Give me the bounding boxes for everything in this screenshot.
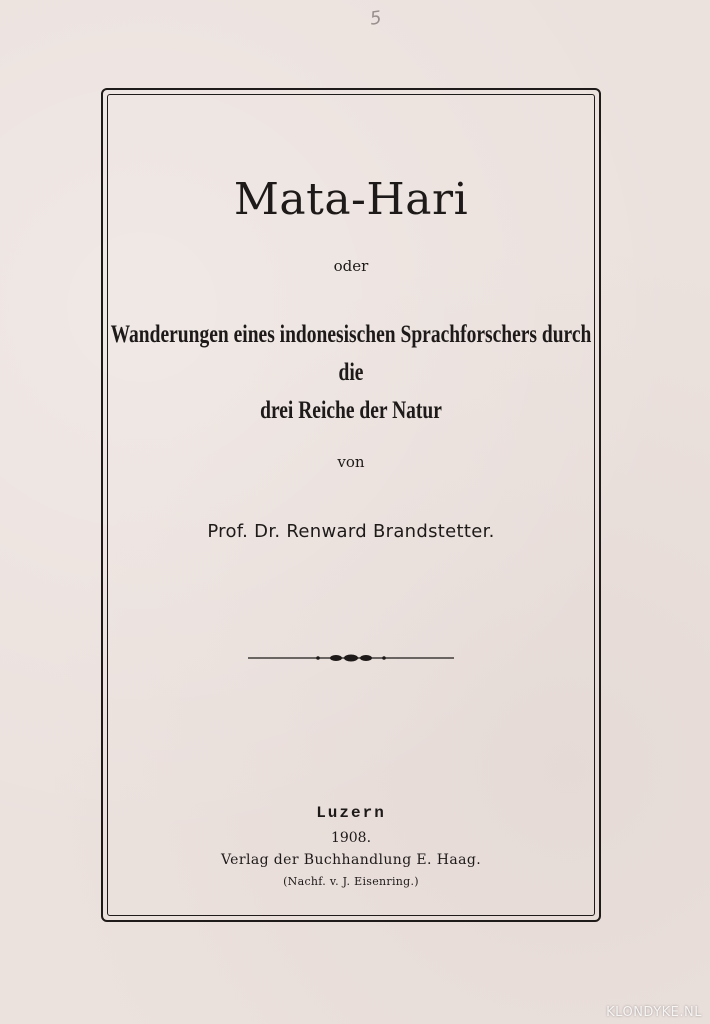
book-title: Mata-Hari: [233, 174, 469, 225]
by-label: von: [337, 453, 365, 471]
publication-year: 1908.: [330, 830, 372, 846]
author-name: Prof. Dr. Renward Brandstetter.: [207, 521, 495, 542]
ornament-divider-icon: [248, 648, 454, 668]
publisher-name: Verlag der Buchhandlung E. Haag.: [220, 852, 482, 868]
title-connector: oder: [333, 257, 369, 275]
publisher-successor: (Nachf. v. J. Eisenring.): [283, 875, 419, 888]
subtitle-line-1: Wanderungen eines indonesischen Sprachforschers durch die: [110, 321, 592, 386]
publication-city: Luzern: [316, 804, 386, 822]
book-subtitle: [105, 316, 598, 430]
watermark-logo: KLONDYKE.NL: [606, 1005, 702, 1020]
pencil-note: 5: [368, 7, 383, 30]
subtitle-line-2: drei Reiche der Natur: [260, 397, 442, 424]
